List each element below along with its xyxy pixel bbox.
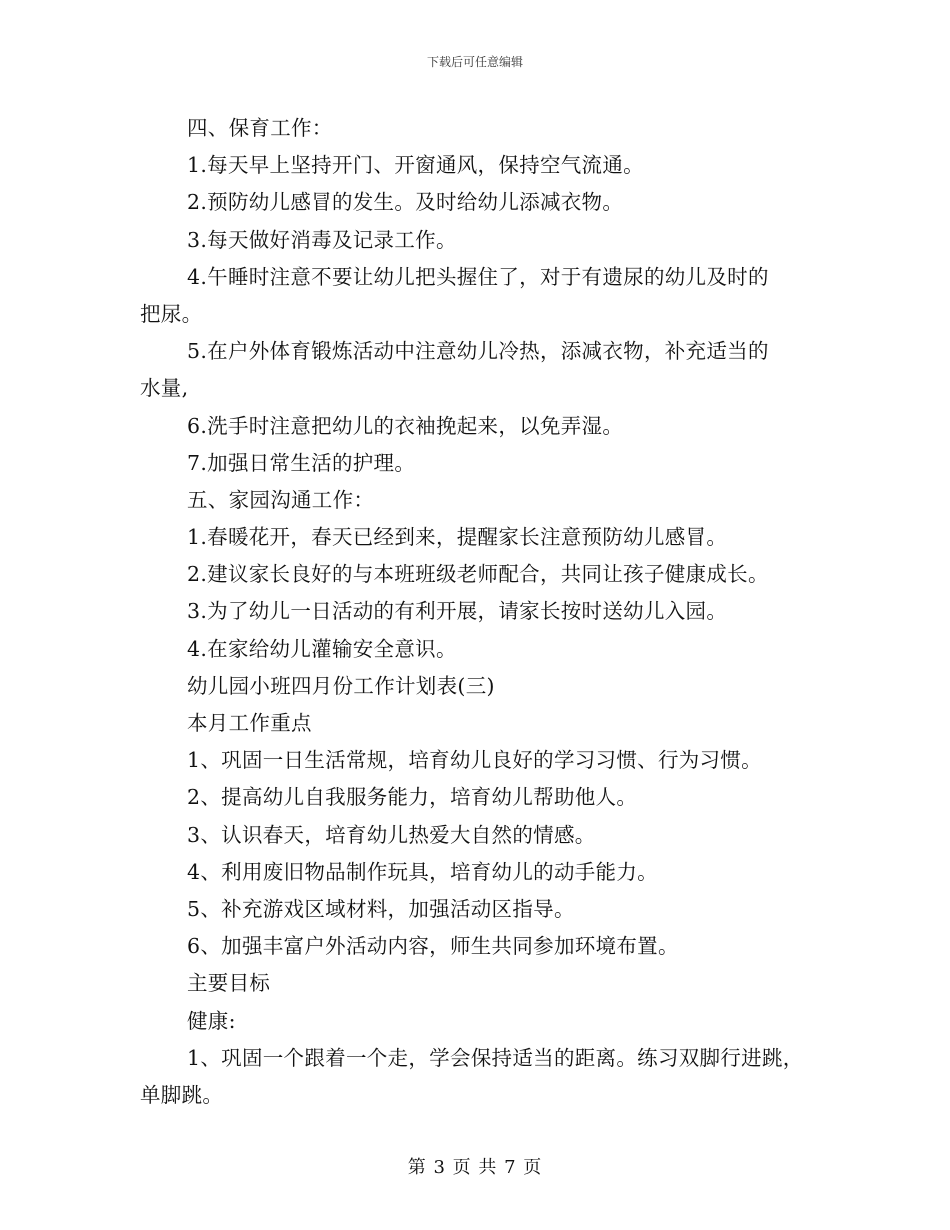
text-line: 4、利用废旧物品制作玩具，培育幼儿的动手能力。 bbox=[187, 859, 658, 884]
text-line: 本月工作重点 bbox=[187, 711, 312, 735]
text-line: 4.在家给幼儿灌输安全意识。 bbox=[187, 636, 457, 661]
text-line: 1.春暖花开，春天已经到来，提醒家长注意预防幼儿感冒。 bbox=[187, 525, 728, 550]
text-line: 主要目标 bbox=[187, 971, 271, 996]
text-line: 6、加强丰富户外活动内容，师生共同参加环境布置。 bbox=[187, 934, 679, 959]
text-line: 把尿。 bbox=[140, 301, 203, 326]
text-line: 4.午睡时注意不要让幼儿把头握住了，对于有遗尿的幼儿及时的 bbox=[187, 264, 769, 289]
text-line: 3、认识春天，培育幼儿热爱大自然的情感。 bbox=[187, 822, 596, 847]
text-line: 1.每天早上坚持开门、开窗通风，保持空气流通。 bbox=[187, 153, 644, 178]
text-line: 2、提高幼儿自我服务能力，培育幼儿帮助他人。 bbox=[187, 785, 638, 810]
text-line: 1、巩固一个跟着一个走，学会保持适当的距离。练习双脚行进跳， bbox=[187, 1045, 804, 1070]
text-line: 7.加强日常生活的护理。 bbox=[187, 450, 416, 475]
text-line: 5、补充游戏区域材料，加强活动区指导。 bbox=[187, 896, 575, 921]
text-line: 2.预防幼儿感冒的发生。及时给幼儿添减衣物。 bbox=[187, 190, 624, 215]
text-line: 3.为了幼儿一日活动的有利开展，请家长按时送幼儿入园。 bbox=[187, 599, 728, 624]
text-line: 五、家园沟通工作： bbox=[187, 487, 375, 512]
document-body bbox=[140, 110, 810, 1114]
text-line: 四、保育工作： bbox=[187, 116, 333, 140]
text-line: 幼儿园小班四月份工作计划表(三) bbox=[187, 673, 495, 698]
text-line: 3.每天做好消毒及记录工作。 bbox=[187, 227, 457, 252]
text-line: 1、巩固一日生活常规，培育幼儿良好的学习习惯、行为习惯。 bbox=[187, 748, 762, 773]
text-line: 2.建议家长良好的与本班班级老师配合，共同让孩子健康成长。 bbox=[187, 562, 769, 587]
page-header-note: 下载后可任意编辑 bbox=[426, 55, 523, 69]
text-line: 单脚跳。 bbox=[140, 1082, 224, 1107]
text-line: 水量, bbox=[140, 376, 189, 401]
text-line: 5.在户外体育锻炼活动中注意幼儿冷热，添减衣物，补充适当的 bbox=[187, 339, 769, 364]
text-line: 6.洗手时注意把幼儿的衣袖挽起来，以免弄湿。 bbox=[187, 413, 624, 438]
page-number: 第 3 页 共 7 页 bbox=[407, 1157, 543, 1178]
text-line: 健康: bbox=[187, 1008, 236, 1033]
